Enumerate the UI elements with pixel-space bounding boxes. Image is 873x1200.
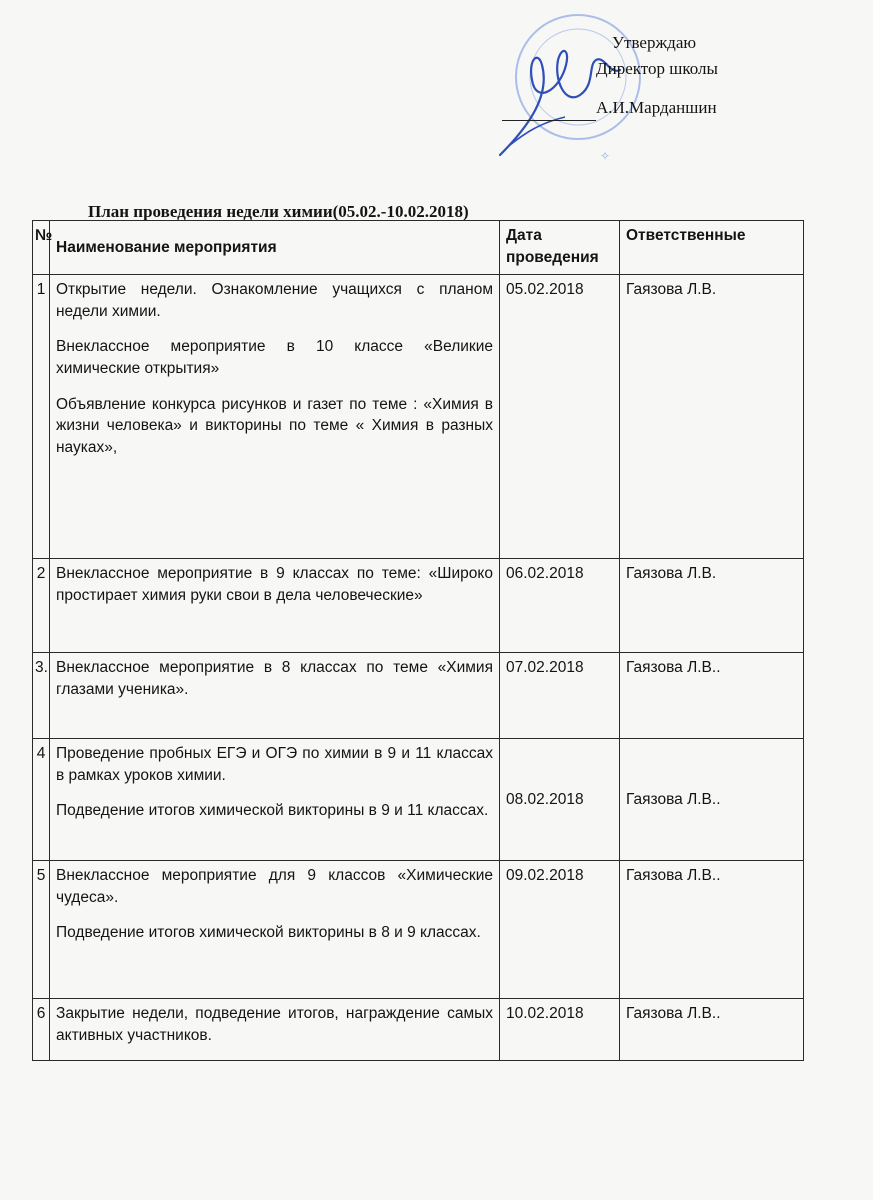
row-num: 2 bbox=[33, 559, 50, 653]
svg-text:✧: ✧ bbox=[600, 149, 611, 163]
row-responsible: Гаязова Л.В.. bbox=[620, 739, 804, 861]
row-date: 05.02.2018 bbox=[500, 275, 620, 559]
row-responsible: Гаязова Л.В. bbox=[620, 559, 804, 653]
row-events bbox=[50, 275, 500, 559]
event-text: Внеклассное мероприятие для 9 классов «Химические чудеса». bbox=[56, 867, 493, 906]
director-name: А.И.Марданшин bbox=[596, 98, 717, 117]
table-header-row bbox=[33, 221, 804, 275]
row-date: 07.02.2018 bbox=[500, 653, 620, 739]
row-events bbox=[50, 739, 500, 861]
director-name-line bbox=[596, 95, 796, 121]
row-events bbox=[50, 861, 500, 999]
row-responsible: Гаязова Л.В.. bbox=[620, 999, 804, 1061]
director-title: Директор школы bbox=[596, 58, 718, 78]
row-num: 1 bbox=[33, 275, 50, 559]
row-events bbox=[50, 653, 500, 739]
header-date: Дата проведения bbox=[500, 221, 620, 275]
approval-label: Утверждаю bbox=[612, 33, 697, 52]
row-num: 4 bbox=[33, 739, 50, 861]
event-text: Внеклассное мероприятие в 9 классах по теме: «Широко простирает химия руки свои в дела человеческие» bbox=[56, 565, 493, 604]
table-row bbox=[33, 559, 804, 653]
events-table bbox=[32, 220, 804, 1061]
event-text: Внеклассное мероприятие в 8 классах по теме «Химия глазами ученика». bbox=[56, 659, 493, 698]
row-responsible: Гаязова Л.В.. bbox=[620, 653, 804, 739]
signature-line bbox=[502, 120, 596, 121]
table-row bbox=[33, 653, 804, 739]
row-date: 08.02.2018 bbox=[500, 739, 620, 861]
event-text: Закрытие недели, подведение итогов, награждение самых активных участников. bbox=[56, 1005, 493, 1044]
table-row bbox=[33, 739, 804, 861]
header-num: № bbox=[33, 221, 50, 275]
row-date: 10.02.2018 bbox=[500, 999, 620, 1061]
row-responsible: Гаязова Л.В. bbox=[620, 275, 804, 559]
row-num: 3. bbox=[33, 653, 50, 739]
row-num: 5 bbox=[33, 861, 50, 999]
event-text: Проведение пробных ЕГЭ и ОГЭ по химии в 9 и 11 классах в рамках уроков химии. bbox=[56, 745, 493, 784]
approval-block bbox=[596, 30, 796, 121]
row-responsible: Гаязова Л.В.. bbox=[620, 861, 804, 999]
row-date: 09.02.2018 bbox=[500, 861, 620, 999]
table-row bbox=[33, 861, 804, 999]
header-name: Наименование мероприятия bbox=[50, 221, 500, 275]
row-events bbox=[50, 559, 500, 653]
row-events bbox=[50, 999, 500, 1061]
row-num: 6 bbox=[33, 999, 50, 1061]
table-row bbox=[33, 275, 804, 559]
event-text: Подведение итогов химической викторины в 8 и 9 классах. bbox=[56, 924, 481, 942]
event-text: Объявление конкурса рисунков и газет по теме : «Химия в жизни человека» и викторины по теме « Химия в разных науках», bbox=[56, 395, 493, 457]
event-text: Подведение итогов химической викторины в 9 и 11 классах. bbox=[56, 802, 489, 820]
row-date: 06.02.2018 bbox=[500, 559, 620, 653]
table-row bbox=[33, 999, 804, 1061]
event-text: Внеклассное мероприятие в 10 классе «Великие химические открытия» bbox=[56, 338, 493, 378]
event-text: Открытие недели. Ознакомление учащихся с планом недели химии. bbox=[56, 281, 493, 320]
header-resp: Ответственные bbox=[620, 221, 804, 275]
page-title: План проведения недели химии(05.02.-10.02.2018) bbox=[88, 202, 469, 221]
